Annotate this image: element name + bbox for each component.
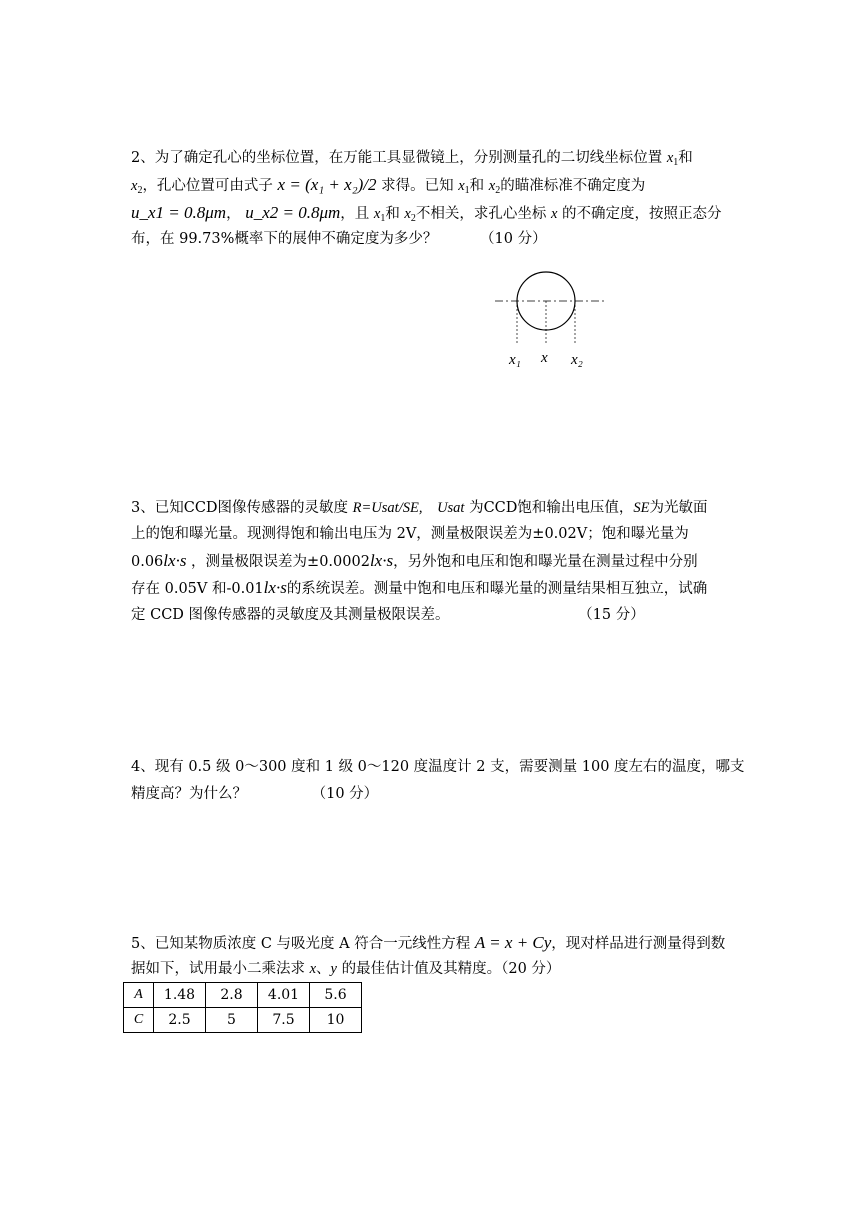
q2-line-4: 布，在 99.73%概率下的展伸不确定度为多少？ （10 分） (131, 231, 547, 247)
q3-line-1: 3、已知CCD图像传感器的灵敏度 R=Usat/SE, Usat 为CCD饱和输出电压值，SE为光敏面 (131, 500, 708, 516)
q4-score: （10 分） (311, 786, 379, 802)
label-x2: x₂ (571, 352, 583, 368)
table-cell: 10 (310, 1008, 362, 1033)
q2-line-1: 2、为了确定孔心的坐标位置，在万能工具显微镜上，分别测量孔的二切线坐标位置 $x_1$和 (131, 150, 693, 168)
q3-score: （15 分） (578, 607, 645, 623)
label-x: x (541, 350, 548, 366)
q5-formula: A = x + Cy (474, 933, 552, 952)
row-label-a: A (124, 983, 154, 1008)
table-cell: 2.8 (206, 983, 258, 1008)
table-row (124, 1008, 362, 1033)
q2-line-3: u_x1 = 0.8μm， u_x2 = 0.8μm，且 $x_1$和 $x_2$不相关，求孔心坐标 x 的不确定度，按照正态分 (131, 203, 722, 224)
q2-formula: x = (x₁ + x₂)/2 (277, 175, 377, 194)
hole-diagram (495, 270, 605, 375)
q2-var-x1: $x_1$ (666, 150, 679, 168)
q2-line-2: $x_2$，孔心位置可由式子 x = (x₁ + x₂)/2 求得。已知 $x_1$和 $x_2$的瞄准标准不确定度为 (131, 175, 646, 196)
row-label-c: C (124, 1008, 154, 1033)
table-cell: 5.6 (310, 983, 362, 1008)
q3-line-2: 上的饱和曝光量。现测得饱和输出电压为 2V，测量极限误差为±0.02V；饱和曝光量为 (131, 526, 689, 542)
table-cell: 5 (206, 1008, 258, 1033)
q3-line-3: 0.06lx·s ，测量极限误差为±0.0002lx·s，另外饱和电压和饱和曝光量在测量过程中分别 (131, 551, 698, 570)
q3-formula: R=Usat/SE, (352, 500, 423, 516)
measurement-table (123, 982, 362, 1033)
table-cell: 1.48 (154, 983, 206, 1008)
q2-score: （10 分） (480, 231, 547, 247)
table-cell: 4.01 (258, 983, 310, 1008)
label-x1: x₁ (509, 352, 521, 368)
q5-line-1: 5、已知某物质浓度 C 与吸光度 A 符合一元线性方程 A = x + Cy，现对样品进行测量得到数 (131, 933, 726, 952)
q2-u2: u_x2 = 0.8μm (245, 203, 341, 222)
q4-line-2: 精度高？为什么？ （10 分） (131, 786, 379, 802)
q3-line-5: 定 CCD 图像传感器的灵敏度及其测量极限误差。 （15 分） (131, 607, 645, 623)
q4-line-1: 4、现有 0.5 级 0～300 度和 1 级 0～120 度温度计 2 支，需要测量 100 度左右的温度，哪支 (131, 759, 745, 775)
table-row (124, 983, 362, 1008)
q2-var-x2: $x_2$ (131, 178, 143, 196)
q3-line-4: 存在 0.05V 和-0.01lx·s的系统误差。测量中饱和电压和曝光量的测量结果相互独立，试确 (131, 578, 708, 597)
q2-text: 2、为了确定孔心的坐标位置，在万能工具显微镜上，分别测量孔的二切线坐标位置 (131, 150, 663, 166)
q5-line-2: 据如下，试用最小二乘法求 x、y 的最佳估计值及其精度。（20 分） (131, 961, 561, 977)
table-cell: 7.5 (258, 1008, 310, 1033)
q2-u1: u_x1 = 0.8μm (131, 203, 227, 222)
table-cell: 2.5 (154, 1008, 206, 1033)
